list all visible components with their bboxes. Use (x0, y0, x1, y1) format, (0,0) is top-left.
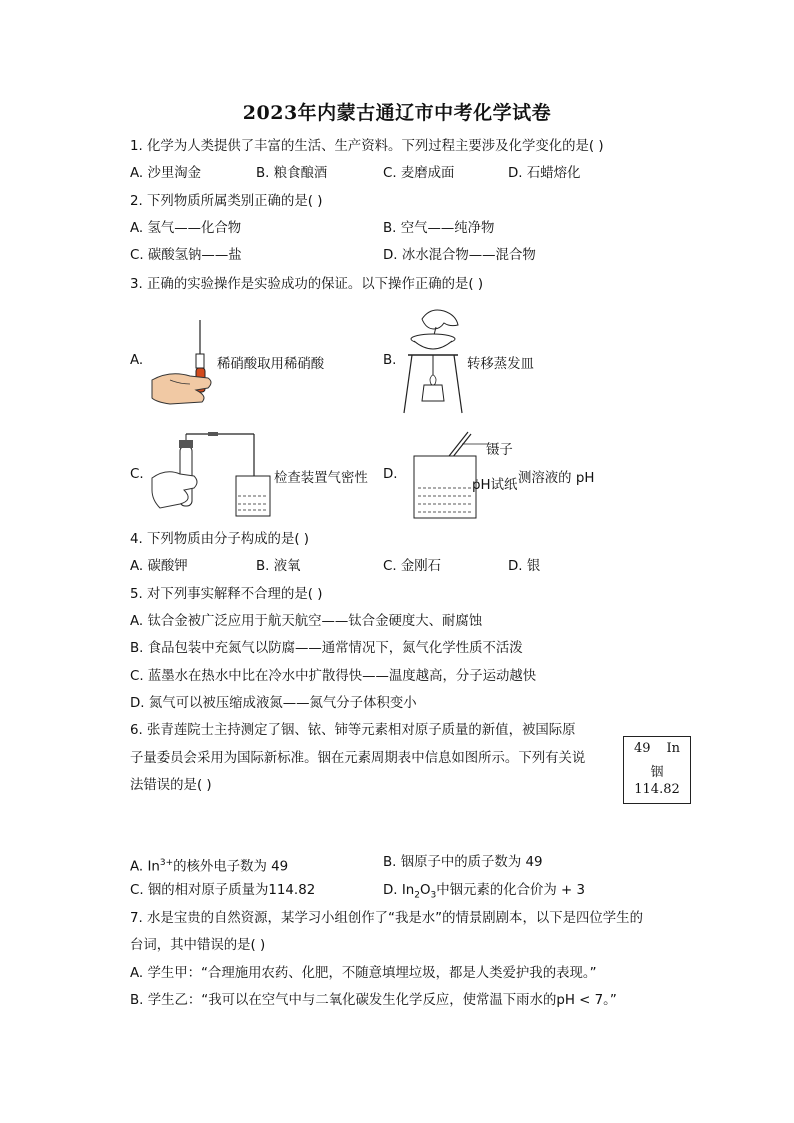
q3-option-b-caption: 转移蒸发皿 (467, 357, 534, 372)
q4-option-c[interactable]: C. 金刚石 (383, 559, 442, 574)
q6-option-a-prefix: A. In (130, 859, 160, 875)
q6-option-d[interactable] (383, 882, 585, 905)
q2-stem: 2. 下列物质所属类别正确的是( ) (130, 194, 323, 209)
atomic-mass: 114.82 (634, 782, 680, 797)
q1-stem: 1. 化学为人类提供了丰富的生活、生产资料。下列过程主要涉及化学变化的是( ) (130, 139, 604, 154)
atomic-number: 49 (634, 741, 651, 756)
q1-option-a[interactable]: A. 沙里淘金 (130, 166, 201, 181)
q3-option-d-ph-paper-label: pH试纸 (472, 478, 518, 493)
dropper-figure (150, 318, 220, 408)
q6-option-c[interactable]: C. 铟的相对原子质量为114.82 (130, 883, 316, 898)
q5-option-c[interactable]: C. 蓝墨水在热水中比在冷水中扩散得快——温度越高，分子运动越快 (130, 669, 537, 684)
q3-stem: 3. 正确的实验操作是实验成功的保证。以下操作正确的是( ) (130, 277, 484, 292)
evaporating-dish-figure (400, 305, 466, 417)
q2-option-b[interactable]: B. 空气——纯净物 (383, 221, 495, 236)
subscript-2: 2 (414, 890, 420, 901)
indium-element-card (623, 736, 691, 804)
q6-option-a[interactable] (130, 854, 288, 876)
q3-option-d-letter[interactable]: D. (383, 467, 398, 482)
q7-stem-line1: 7. 水是宝贵的自然资源，某学习小组创作了“我是水”的情景剧剧本，以下是四位学生的 (130, 911, 643, 926)
q3-option-d-caption: 测溶液的 pH (518, 471, 595, 486)
airtightness-apparatus-figure (150, 430, 274, 520)
q7-option-b[interactable]: B. 学生乙：“我可以在空气中与二氧化碳发生化学反应，使常温下雨水的pH < 7。” (130, 993, 617, 1008)
q6-option-a-text: 的核外电子数为 49 (173, 859, 289, 875)
q2-option-d[interactable]: D. 冰水混合物——混合物 (383, 248, 536, 263)
q6-option-b[interactable]: B. 铟原子中的质子数为 49 (383, 855, 543, 870)
q2-option-c[interactable]: C. 碳酸氢钠——盐 (130, 248, 242, 263)
q3-option-a-letter[interactable]: A. (130, 353, 144, 368)
q2-option-a[interactable]: A. 氢气——化合物 (130, 221, 242, 236)
q7-option-a[interactable]: A. 学生甲：“合理施用农药、化肥，不随意填埋垃圾，都是人类爱护我的表现。” (130, 966, 597, 981)
q3-option-b-letter[interactable]: B. (383, 353, 397, 368)
subscript-3: 3 (430, 890, 437, 901)
ion-charge: 3+ (159, 858, 174, 868)
oxygen-symbol: O (420, 883, 431, 898)
q7-stem-line2: 台词，其中错误的是( ) (130, 938, 266, 953)
q5-stem: 5. 对下列事实解释不合理的是( ) (130, 587, 323, 602)
q6-option-d-text: 中铟元素的化合价为 + 3 (436, 883, 586, 898)
q3-option-c-letter[interactable]: C. (130, 467, 144, 482)
q5-option-d[interactable]: D. 氮气可以被压缩成液氮——氮气分子体积变小 (130, 696, 417, 711)
q4-option-b[interactable]: B. 液氧 (256, 559, 301, 574)
q4-option-d[interactable]: D. 银 (508, 559, 541, 574)
q6-stem-line1: 6. 张青莲院士主持测定了铟、铱、铈等元素相对原子质量的新值，被国际原 (130, 723, 576, 738)
q3-option-d-tweezers-label: 镊子 (486, 443, 513, 458)
q1-option-c[interactable]: C. 麦磨成面 (383, 166, 455, 181)
q5-option-b[interactable]: B. 食品包装中充氮气以防腐——通常情况下，氮气化学性质不活泼 (130, 641, 523, 656)
exam-title: 2023年内蒙古通辽市中考化学试卷 (242, 102, 552, 124)
element-symbol: In (666, 741, 680, 756)
q6-stem-line3: 法错误的是( ) (130, 778, 212, 793)
q4-option-a[interactable]: A. 碳酸钾 (130, 559, 188, 574)
q1-option-d[interactable]: D. 石蜡熔化 (508, 166, 581, 181)
q3-option-a-caption: 稀硝酸取用稀硝酸 (217, 357, 325, 372)
q4-stem: 4. 下列物质由分子构成的是( ) (130, 532, 310, 547)
q6-option-d-prefix: D. In (383, 883, 415, 898)
q6-stem-line2: 子量委员会采用为国际新标准。铟在元素周期表中信息如图所示。下列有关说 (130, 751, 586, 766)
q1-option-b[interactable]: B. 粮食酿酒 (256, 166, 328, 181)
q5-option-a[interactable]: A. 钛合金被广泛应用于航天航空——钛合金硬度大、耐腐蚀 (130, 614, 483, 629)
q3-option-c-caption: 检查装置气密性 (274, 471, 368, 486)
element-name: 铟 (650, 765, 664, 780)
